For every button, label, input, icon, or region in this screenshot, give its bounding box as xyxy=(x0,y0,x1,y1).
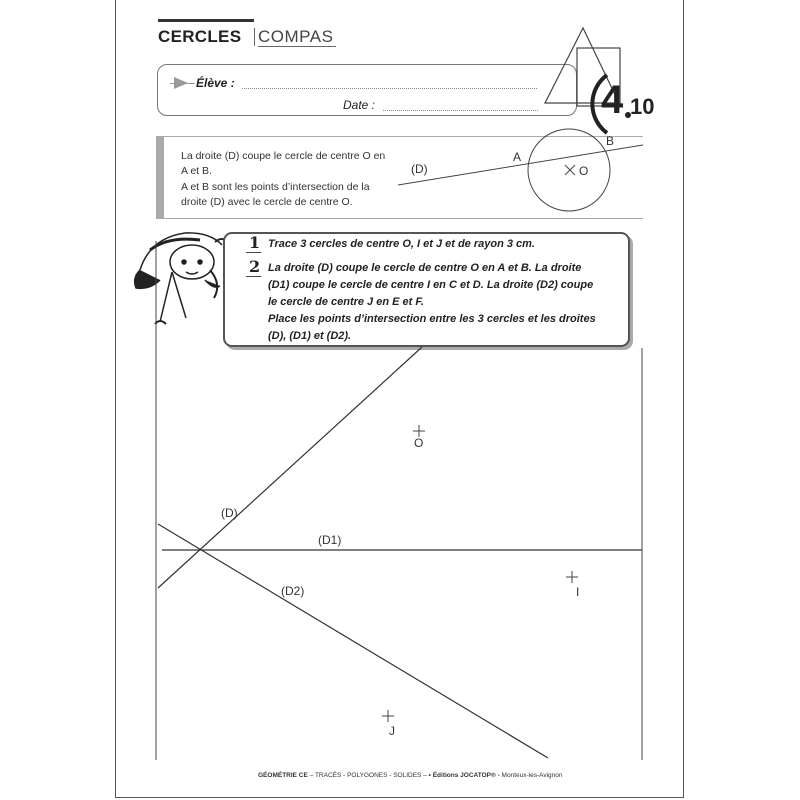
definition-label-o: O xyxy=(579,164,589,178)
footer-series: GÉOMÉTRIE CE xyxy=(258,772,308,779)
exercise-subnumber: 10 xyxy=(630,94,655,119)
definition-label-a: A xyxy=(513,150,522,164)
footer-location: Monteux-les-Avignon xyxy=(501,772,563,779)
definition-text-2: A et B sont les points d’intersection de la droite (D) avec le cercle de centre O. xyxy=(181,181,370,208)
line-d xyxy=(158,347,422,588)
date-label: Date : xyxy=(343,98,376,112)
definition-label-d: (D) xyxy=(411,162,428,176)
point-o-label: O xyxy=(414,436,424,450)
point-i-cross-icon xyxy=(566,571,578,583)
line-d2-label: (D2) xyxy=(281,584,305,598)
line-d-label: (D) xyxy=(221,506,238,520)
instruction-1-text: Trace 3 cercles de centre O, I et J et de rayon 3 cm. xyxy=(268,238,535,250)
instruction-2-text-line-3: le cercle de centre J en E et F. xyxy=(268,296,424,308)
instruction-2-text-line-4: Place les points d’intersection entre les 3 cercles et les droites xyxy=(268,313,596,325)
definition-text-1: La droite (D) coupe le cercle de centre O en A et B. xyxy=(181,150,386,177)
instruction-2-text-line-5: (D), (D1) et (D2). xyxy=(268,330,352,342)
instruction-2-number: 2 xyxy=(249,257,261,276)
exercise-number: 4 xyxy=(601,78,623,122)
line-d2 xyxy=(158,524,548,758)
instruction-1-number: 1 xyxy=(249,233,261,252)
point-j-cross-icon xyxy=(382,710,394,722)
footer xyxy=(258,772,563,779)
footer-topics: – TRACÉS - POLYGONES - SOLIDES – xyxy=(309,772,427,779)
definition-label-b: B xyxy=(606,134,615,148)
student-name-label: Élève : xyxy=(196,76,235,90)
point-i-label: I xyxy=(576,585,580,599)
page-subtitle: COMPAS xyxy=(258,27,334,46)
point-j-label: J xyxy=(389,724,395,738)
instruction-2-text-line-2: (D1) coupe le cercle de centre I en C et D. La droite (D2) coupe xyxy=(268,279,594,291)
footer-publisher: • Éditions JOCATOP® - xyxy=(428,772,500,779)
page-title: CERCLES xyxy=(158,27,242,46)
instruction-2-text-line-1: La droite (D) coupe le cercle de centre O en A et B. La droite xyxy=(268,262,582,274)
line-d1-label: (D1) xyxy=(318,533,342,547)
